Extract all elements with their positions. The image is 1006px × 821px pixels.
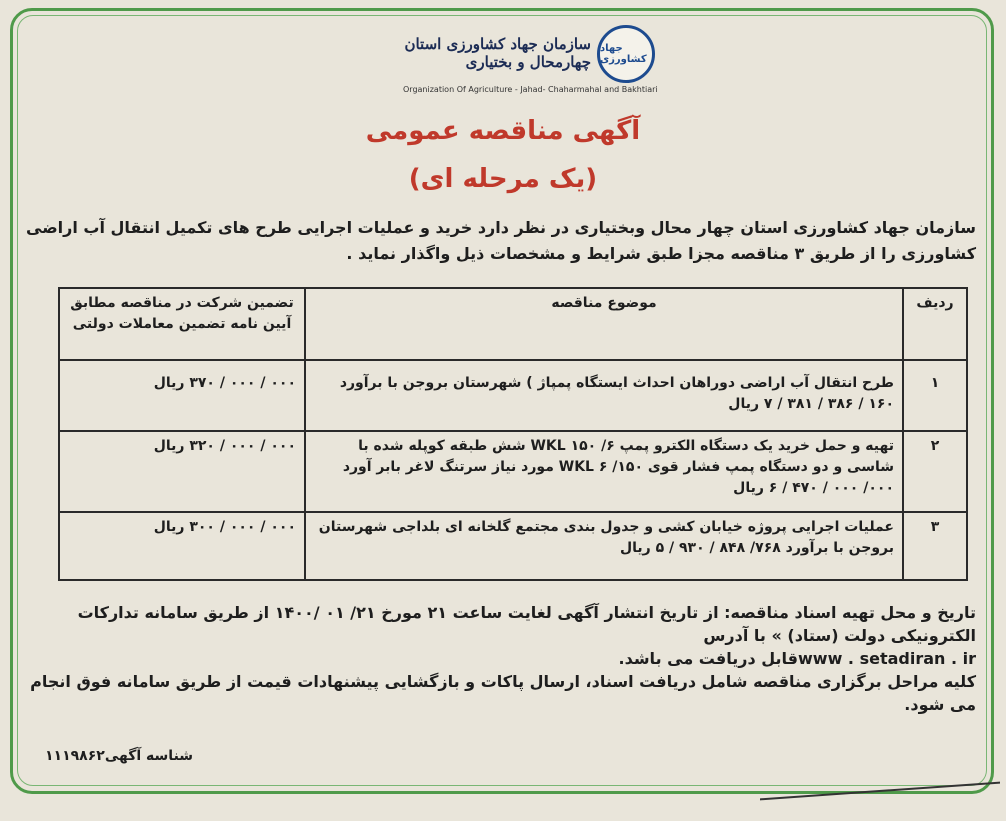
emblem-text: جهاد کشاورزی: [600, 43, 647, 65]
table-row: [59, 431, 967, 512]
table-row: [59, 360, 967, 430]
row-number: ۱: [903, 360, 967, 430]
notice-subtitle: (یک مرحله ای): [408, 164, 598, 194]
footer-paragraph: [21, 601, 976, 716]
footer-line-website: www . setadiran . irقابل دریافت می باشد.: [618, 649, 976, 668]
row-subject: عملیات اجرایی پروژه خیابان کشی و جدول بندی مجتمع گلخانه ای بلداجی شهرستان بروجن با برآورد ۷۶۸/ ۸۴۸ / ۹۳۰ / ۵ ریال: [305, 512, 903, 581]
table-header-row: [59, 288, 967, 360]
row-subject: تهیه و حمل خرید یک دستگاه الکترو پمپ ۶/ ۱۵۰ WKL شش طبقه کوپله شده با شاسی و دو دستگاه پمپ فشار قوی ۱۵۰/ ۶ WKL مورد نیاز سرتنگ لاغر بابر آورد ۰۰۰/ ۰۰۰ / ۴۷۰ / ۶ ریال: [305, 431, 903, 512]
intro-paragraph: سازمان جهاد کشاورزی استان چهار محال وبختیاری در نظر دارد خرید و عملیات اجرایی طرح های تکمیل انتقال آب اراضی کشاورزی را از طریق ۳ مناقصه مجزا طبق شرایط و مشخصات ذیل واگذار نماید .: [26, 218, 976, 263]
footer-line-procedure: کلیه مراحل برگزاری مناقصه شامل دریافت اسناد، ارسال پاکات و بازگشایی پیشنهادات قیمت از طریق سامانه فوق انجام می شود.: [30, 672, 976, 714]
organization-name-fa: سازمان جهاد کشاورزی استان چهارمحال و بختیاری: [404, 35, 591, 71]
jahad-emblem-icon: [597, 25, 655, 83]
row-subject: طرح انتقال آب اراضی دوراهان احداث ایستگاه پمپاژ ) شهرستان بروجن با برآورد ۱۶۰ / ۳۸۶ / ۳۸۱ / ۷ ریال: [305, 360, 903, 430]
notice-title: آگهی مناقصه عمومی: [365, 116, 641, 146]
row-guarantee: ۰۰۰ / ۰۰۰ / ۳۲۰ ریال: [59, 431, 305, 512]
tender-table: [58, 287, 968, 581]
row-guarantee: ۰۰۰ / ۰۰۰ / ۳۷۰ ریال: [59, 360, 305, 430]
table-row: [59, 512, 967, 581]
footer-line-dates: تاریخ و محل تهیه اسناد مناقصه: از تاریخ انتشار آگهی لغایت ساعت ۲۱ مورخ ۲۱/ ۰۱ /۱۴۰۰ از طریق سامانه تدارکات الکترونیکی دولت (ستاد) » با آدرس: [77, 603, 976, 645]
organization-name-en: Organization Of Agriculture - Jahad- Chaharmahal and Bakhtiari: [403, 85, 658, 94]
row-guarantee: ۰۰۰ / ۰۰۰ / ۳۰۰ ریال: [59, 512, 305, 581]
header-row-number: ردیف: [903, 288, 967, 360]
ad-identifier: شناسه آگهی۱۱۱۹۸۶۲: [45, 748, 194, 764]
organization-logo: [395, 25, 658, 95]
header-subject: موضوع مناقصه: [305, 288, 903, 360]
header-guarantee: تضمین شرکت در مناقصه مطابق آیین نامه تضمین معاملات دولتی: [59, 288, 305, 360]
row-number: ۳: [903, 512, 967, 581]
row-number: ۲: [903, 431, 967, 512]
